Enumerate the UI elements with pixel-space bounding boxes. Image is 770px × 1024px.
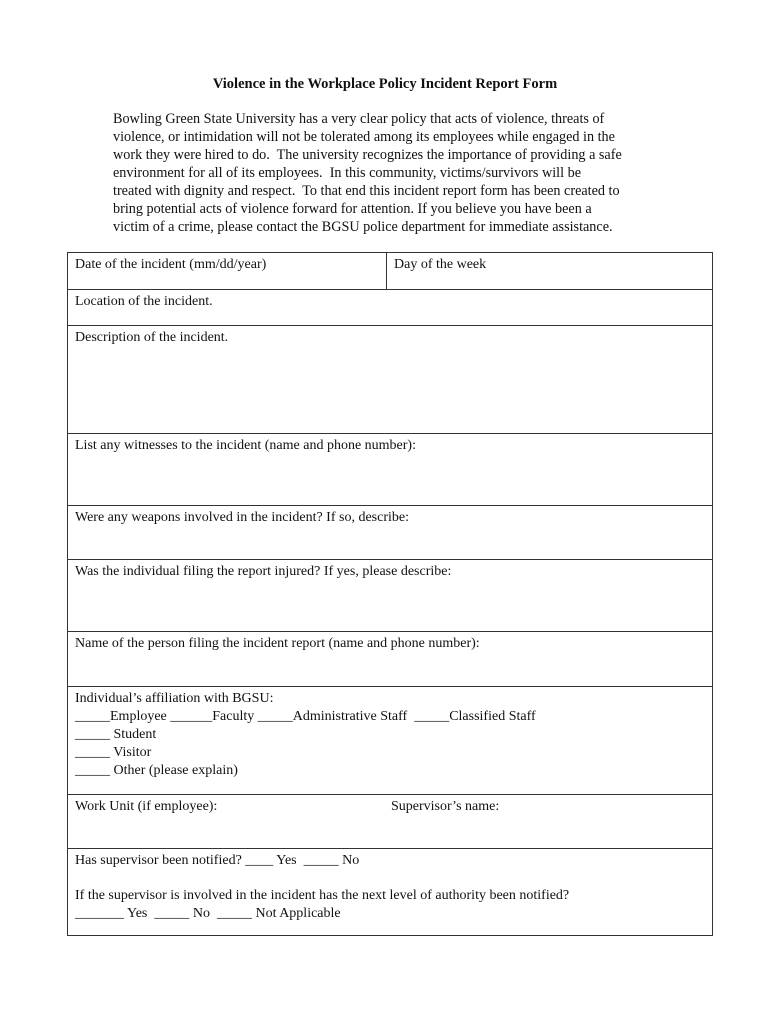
witnesses-field[interactable] [68, 434, 712, 505]
intro-line: environment for all of its employees. In this community, victims/survivors will be [113, 165, 581, 181]
affiliation-staff-options[interactable]: _____Employee ______Faculty _____Administrative Staff _____Classified Staff [75, 709, 536, 724]
weapons-field[interactable] [68, 506, 712, 559]
injured-field[interactable] [68, 560, 712, 631]
work-unit-field[interactable] [68, 795, 384, 848]
supervisor-name-field[interactable] [384, 795, 712, 848]
affiliation-heading: Individual’s affiliation with BGSU: [75, 691, 274, 706]
intro-line: Bowling Green State University has a very clear policy that acts of violence, threats of [113, 111, 605, 127]
form-title: Violence in the Workplace Policy Incident Report Form [212, 76, 558, 92]
affiliation-field [68, 687, 712, 794]
work-unit-label: Work Unit (if employee): [75, 799, 218, 814]
location-row [68, 290, 712, 326]
filer-field[interactable] [68, 632, 712, 686]
witnesses-row [68, 434, 712, 506]
notification-field [68, 849, 712, 935]
date-row [68, 253, 712, 290]
supervisor-notified-question[interactable]: Has supervisor been notified? ____ Yes _____ No [75, 853, 360, 868]
intro-line: treated with dignity and respect. To that end this incident report form has been created to [113, 183, 620, 199]
date-label: Date of the incident (mm/dd/year) [75, 257, 267, 272]
next-level-options[interactable]: _______ Yes _____ No _____ Not Applicable [75, 906, 341, 921]
location-field[interactable] [68, 290, 712, 325]
location-label: Location of the incident. [75, 294, 213, 309]
intro-paragraph [113, 110, 657, 236]
next-level-question: If the supervisor is involved in the incident has the next level of authority been notified? [75, 888, 570, 903]
filer-row [68, 632, 712, 687]
day-label: Day of the week [394, 257, 487, 272]
description-field[interactable] [68, 326, 712, 433]
description-row [68, 326, 712, 434]
affiliation-visitor-option[interactable]: _____ Visitor [75, 745, 152, 760]
intro-line: violence, or intimidation will not be tolerated among its employees while engaged in the [113, 129, 615, 145]
weapons-label: Were any weapons involved in the incident? If so, describe: [75, 510, 409, 525]
date-field[interactable] [68, 253, 386, 289]
incident-report-table [67, 252, 713, 936]
notification-row [68, 849, 712, 935]
work-unit-row [68, 795, 712, 849]
affiliation-student-option[interactable]: _____ Student [75, 727, 157, 742]
injured-row [68, 560, 712, 632]
weapons-row [68, 506, 712, 560]
supervisor-name-label: Supervisor’s name: [391, 799, 500, 814]
intro-line: work they were hired to do. The university recognizes the importance of providing a safe [113, 147, 622, 163]
day-field[interactable] [387, 253, 712, 289]
intro-line: bring potential acts of violence forward for attention. If you believe you have been a [113, 201, 592, 217]
injured-label: Was the individual filing the report injured? If yes, please describe: [75, 564, 452, 579]
intro-line: victim of a crime, please contact the BGSU police department for immediate assistance. [113, 219, 613, 235]
affiliation-other-option[interactable]: _____ Other (please explain) [75, 763, 238, 778]
witnesses-label: List any witnesses to the incident (name and phone number): [75, 438, 416, 453]
description-label: Description of the incident. [75, 330, 229, 345]
affiliation-row [68, 687, 712, 795]
filer-label: Name of the person filing the incident report (name and phone number): [75, 636, 480, 651]
